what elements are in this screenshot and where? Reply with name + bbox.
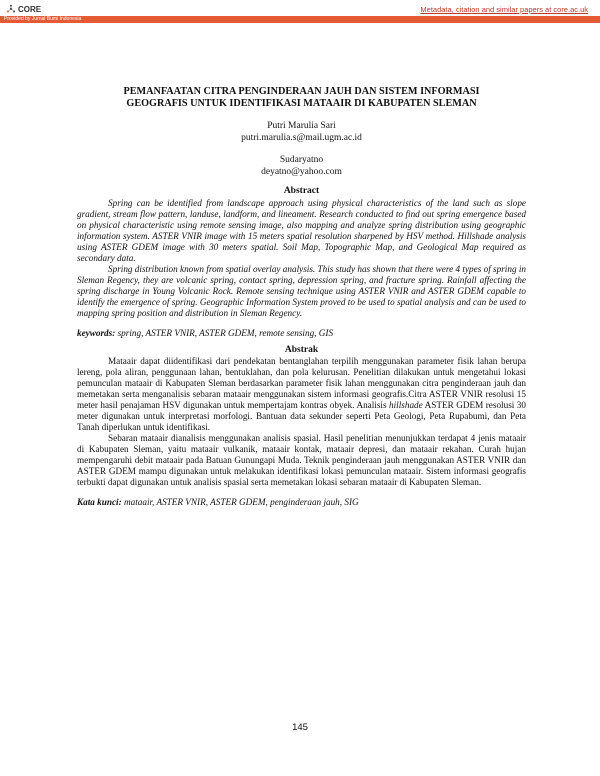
abstract-paragraph-2: Spring distribution known from spatial overlay analysis. This study has shown that there were 4 types of spring in Sleman Regency, they are volcanic spring, contact spring, depression spring, and fracture spring. Rainfall affecting the spring discharge in Young Volcanic Rock. Remote sensing technique using ASTER VNIR and ASTER GDEM capable to identify the emergence of spring. Geographic Information System proved to be used to spatial analysis and can be used to mapping spring position and distribution in Sleman Regency. [77, 263, 526, 318]
abstrak-heading: Abstrak [284, 344, 319, 355]
provider-text[interactable]: Provided by Jurnal Bumi Indonesia [4, 16, 82, 22]
page-number: 145 [292, 722, 308, 733]
abstract-paragraph-1: Spring can be identified from landscape approach using physical characteristics of the land such as slope gradient, stream flow pattern, landuse, landform, and lineament. Research conducted to find out spring emergence based on physical characteristic using remote sensing image, also mapping and analyze spring distribution using geographic information system. ASTER VNIR image with 15 meters spatial resolution sharpened by HSV method. Hillshade analysis using ASTER GDEM image with 30 meters spatial. Soil Map, Topographic Map, and Geological Map required as secondary data. [77, 197, 526, 263]
author-1-email: putri.marulia.s@mail.ugm.ac.id [241, 132, 362, 143]
abstrak-hillshade-term: hillshade [389, 400, 423, 410]
author-2-email: deyatno@yahoo.com [261, 166, 342, 177]
kata-kunci-line [77, 497, 526, 508]
author-1-name: Putri Marulia Sari [267, 121, 336, 131]
paper-title [77, 86, 526, 110]
author-2-name: Sudaryatno [279, 155, 324, 165]
provider-bar [0, 16, 600, 23]
abstrak-paragraph-1-part-b: ASTER GDEM resolusi 30 meter digunakan untuk interpretasi morfologi. Bantuan data sekunder seperti Peta Geologi, Peta Rupabumi, dan Peta Tanah diperlukan untuk identifikasi. [77, 400, 526, 432]
keywords-value: spring, ASTER VNIR, ASTER GDEM, remote sensing, GIS [115, 327, 334, 338]
kata-kunci-value: mataair, ASTER VNIR, ASTER GDEM, penginderaan jauh, SIG [121, 497, 359, 507]
paper-title-line-2: GEOGRAFIS UNTUK IDENTIFIKASI MATAAIR DI KABUPATEN SLEMAN [126, 98, 477, 109]
keywords-line [77, 328, 526, 339]
core-logo-text: CORE [18, 4, 42, 14]
abstrak-paragraph-1 [77, 356, 526, 433]
kata-kunci-label: Kata kunci: [77, 497, 122, 507]
core-metadata-link[interactable]: Metadata, citation and similar papers at core.ac.uk [420, 5, 588, 14]
core-logo-icon [6, 4, 16, 14]
abstrak-paragraph-2: Sebaran mataair dianalisis menggunakan analisis spasial. Hasil penelitian menunjukkan terdapat 4 jenis mataair di Kabupaten Sleman, yaitu mataair vulkanik, mataair kontak, mataair depresi, dan mataair rekahan. Curah hujan mempengaruhi debit mataair pada Batuan Gunungapi Muda. Teknik penginderaan jauh menggunakan ASTER VNIR dan ASTER GDEM mampu digunakan untuk melakukan identifikasi lokasi pemunculan mataair. Sistem informasi geografis terbukti dapat digunakan untuk analisis spasial serta memetakan lokasi sebaran mataair di Kabupaten Sleman. [77, 433, 526, 487]
keywords-label: keywords: [77, 327, 116, 338]
paper-title-line-1: PEMANFAATAN CITRA PENGINDERAAN JAUH DAN SISTEM INFORMASI [123, 86, 480, 97]
core-logo[interactable] [6, 4, 41, 14]
paper-page [77, 86, 526, 508]
core-header-bar [0, 0, 600, 26]
abstract-heading: Abstract [283, 186, 320, 196]
abstrak-paragraph-1-part-a: Mataair dapat diidentifikasi dari pendekatan bentanglahan terpilih menggunakan parameter fisik lahan berupa lereng, pola aliran, penggunaan lahan, bentuklahan, dan pola kelurusan. Penelitian dilakukan untuk mengetahui lokasi pemunculan mataair di Kabupaten Sleman berdasarkan parameter fisik lahan menggunakan citra penginderaan jauh dan memetakan serta menganalisis sebaran mataair menggunakan sistem informasi geografis.Citra ASTER VNIR resolusi 15 meter hasil penajaman HSV digunakan untuk mempertajam kontras obyek. Analisis [77, 356, 526, 410]
